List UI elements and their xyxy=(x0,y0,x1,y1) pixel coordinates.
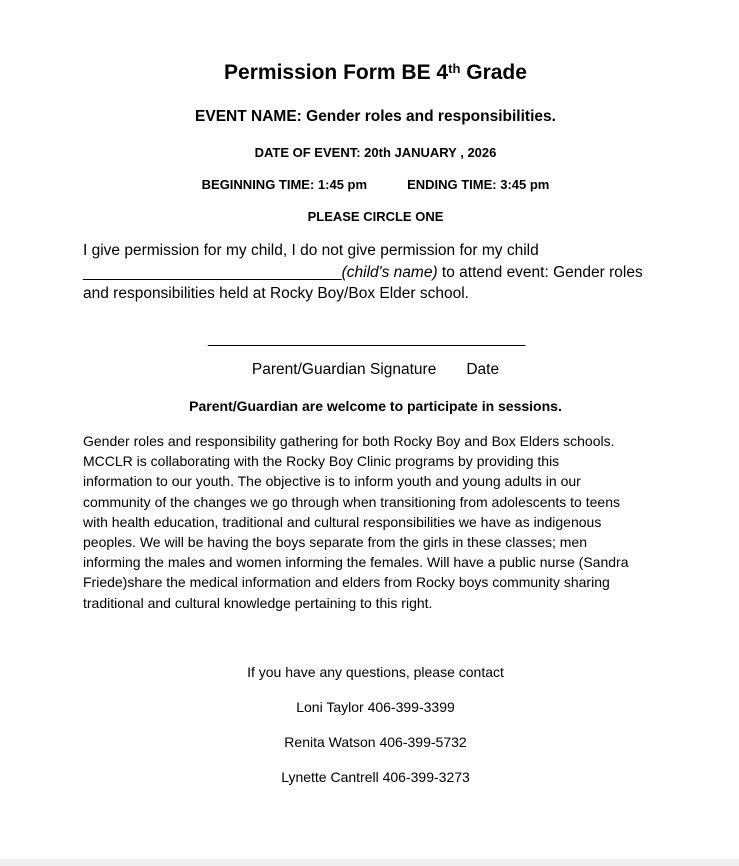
date-label: Date xyxy=(466,361,500,378)
page-bottom-edge xyxy=(0,859,739,866)
contact-loni-taylor: Loni Taylor 406-399-3399 xyxy=(296,699,455,715)
event-times xyxy=(0,177,739,192)
permission-line-2-rest: to attend event: Gender roles xyxy=(437,263,643,281)
description-line: Friede)share the medical information and elders from Rocky boys community sharing xyxy=(83,574,610,591)
permission-line-2 xyxy=(83,262,683,284)
description-line: with health education, traditional and cultural responsibilities we have as indigenous xyxy=(83,513,602,530)
contact-lynette-cantrell: Lynette Cantrell 406-399-3273 xyxy=(281,769,470,785)
form-title-superscript: th xyxy=(448,61,461,76)
permission-line-1: I give permission for my child, I do not give permission for my child xyxy=(83,242,539,259)
form-title xyxy=(0,61,739,85)
description-line: community of the changes we go through when transitioning from adolescents to teens xyxy=(83,493,620,510)
contact-renita-watson: Renita Watson 406-399-5732 xyxy=(284,734,467,750)
description-line: peoples. We will be having the boys separate from the girls in these classes; men xyxy=(83,534,587,551)
welcome-note: Parent/Guardian are welcome to participate in sessions. xyxy=(189,398,562,414)
signature-line: _______________________________________ xyxy=(208,330,525,347)
event-name: EVENT NAME: Gender roles and responsibilities. xyxy=(195,108,556,125)
permission-statement xyxy=(83,240,683,305)
event-date: DATE OF EVENT: 20th JANUARY , 2026 xyxy=(254,145,497,160)
parent-signature-label: Parent/Guardian Signature xyxy=(251,361,437,378)
child-name-label: (child's name) xyxy=(341,263,438,281)
child-name-blank: ______________________________ xyxy=(83,263,342,281)
contact-intro: If you have any questions, please contact xyxy=(247,664,504,680)
event-description xyxy=(83,431,683,613)
beginning-time: BEGINNING TIME: 1:45 pm xyxy=(201,177,368,192)
form-title-suffix: Grade xyxy=(460,61,527,84)
description-line: traditional and cultural knowledge pertaining to this right. xyxy=(83,594,433,611)
description-line: MCCLR is collaborating with the Rocky Boy Clinic programs by providing this xyxy=(83,453,560,470)
description-line: information to our youth. The objective is to inform youth and young adults in our xyxy=(83,473,581,490)
description-line: informing the males and women informing the females. Will have a public nurse (Sandra xyxy=(83,554,629,571)
ending-time: ENDING TIME: 3:45 pm xyxy=(407,177,550,192)
description-line: Gender roles and responsibility gathering for both Rocky Boy and Box Elders schools. xyxy=(83,433,615,449)
form-title-text: Permission Form BE 4 xyxy=(224,61,449,84)
circle-instruction: PLEASE CIRCLE ONE xyxy=(307,209,444,224)
signature-labels xyxy=(0,361,739,379)
permission-line-3: and responsibilities held at Rocky Boy/Box Elder school. xyxy=(83,285,469,302)
